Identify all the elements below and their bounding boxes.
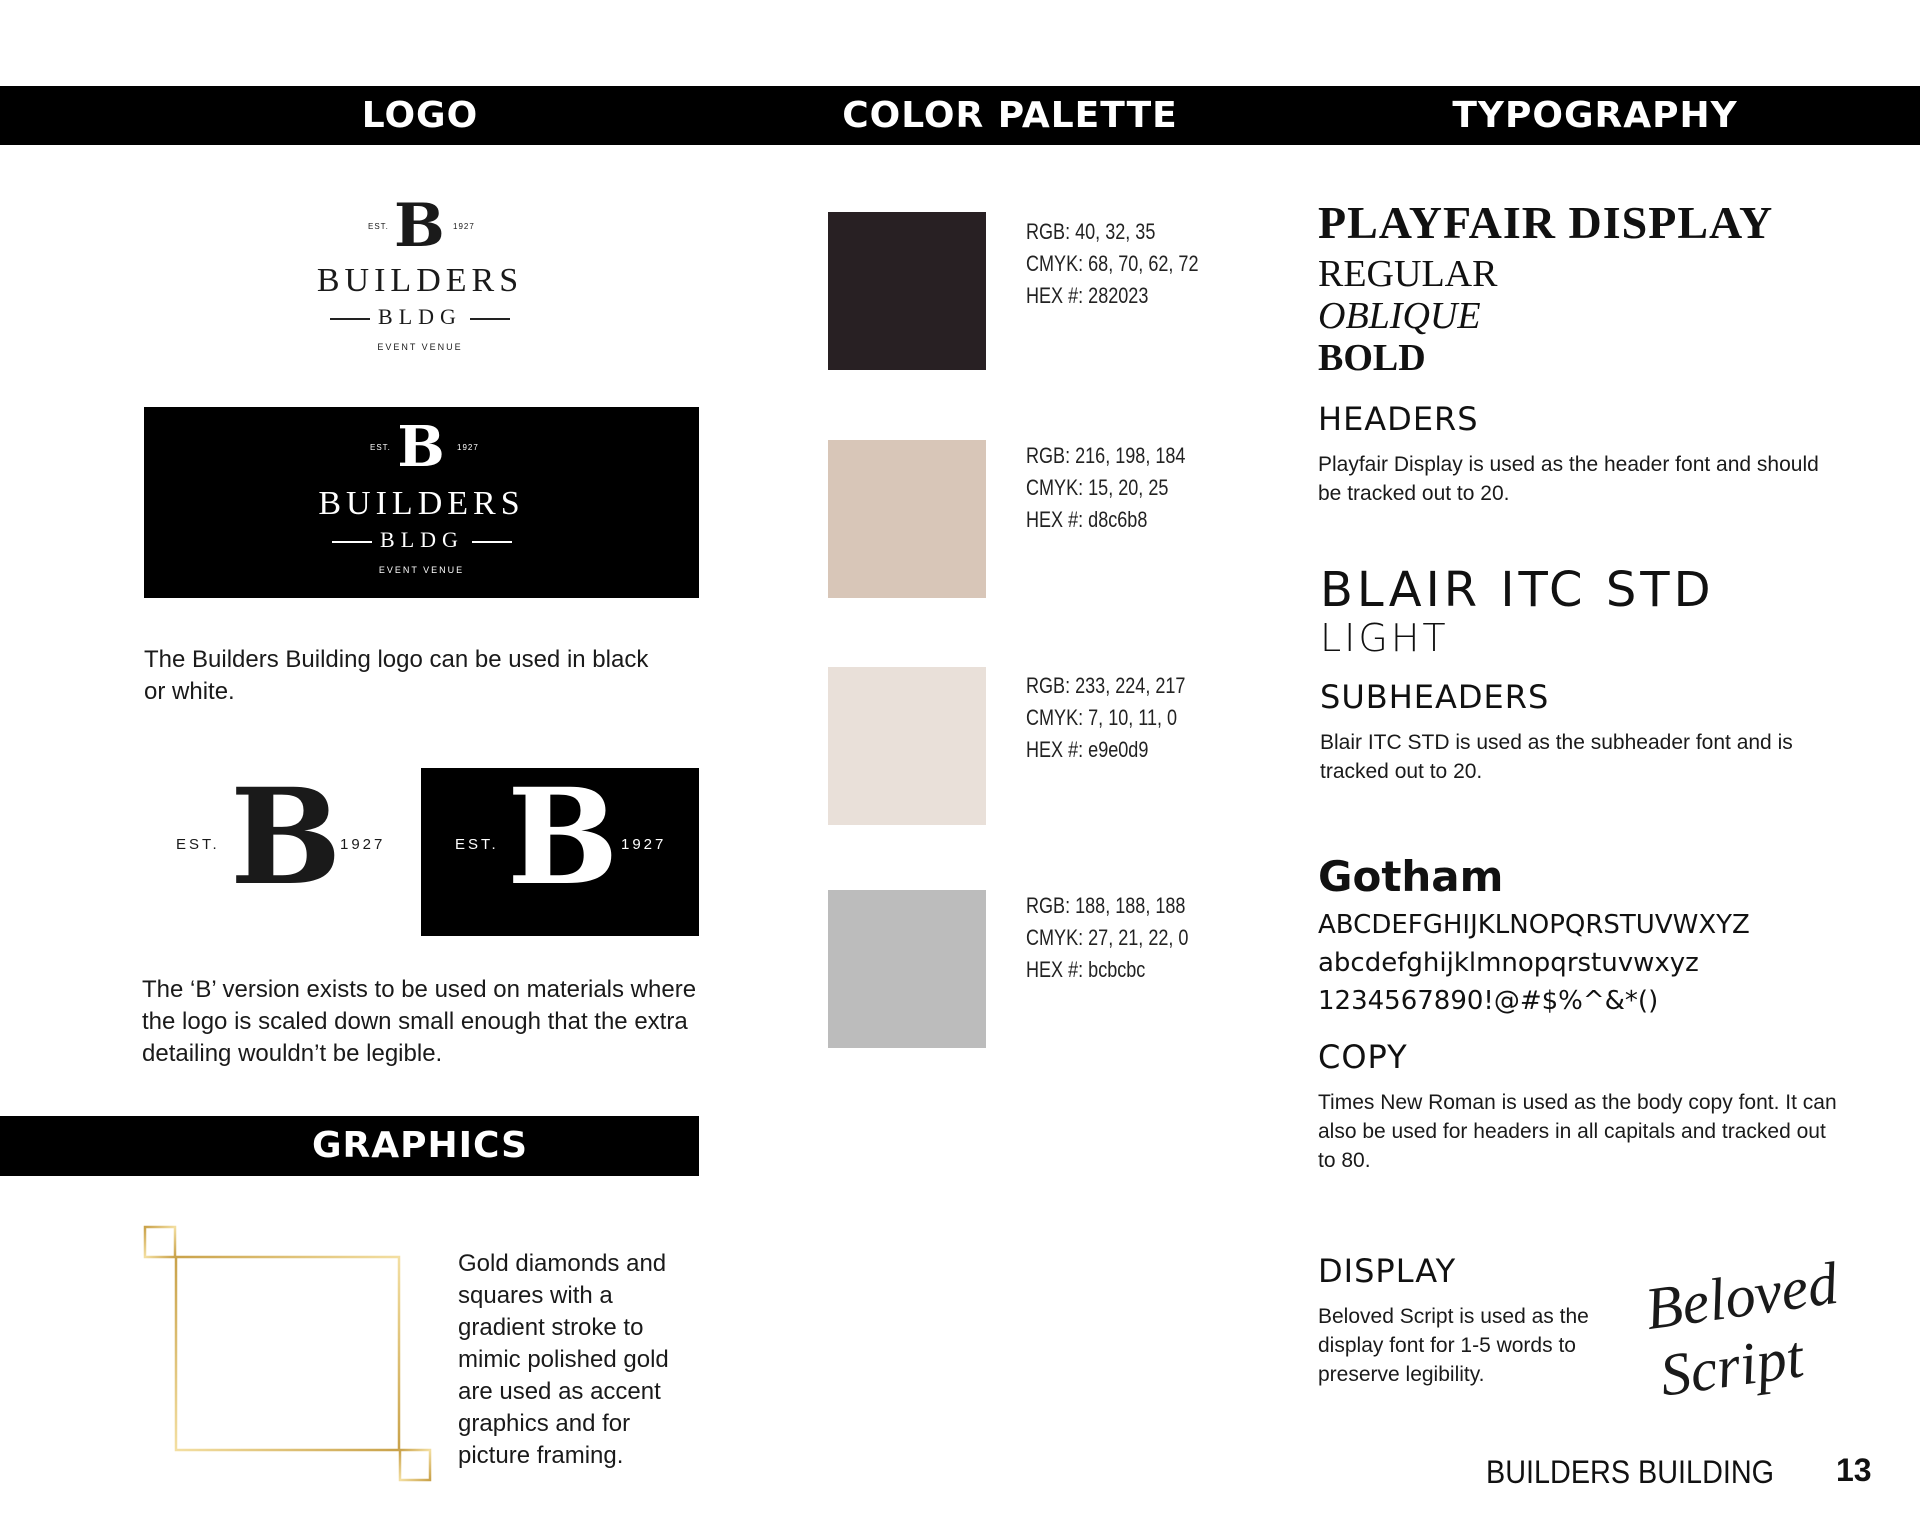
logo-usage-text: The Builders Building logo can be used in black or white. — [144, 646, 649, 705]
logo-sub: BLDG — [380, 527, 464, 552]
logo-tagline: EVENT VENUE — [377, 342, 463, 352]
gotham-title: Gotham — [1318, 852, 1504, 901]
display-desc: Beloved Script is used as the display font for 1-5 words to preserve legibility. — [1318, 1305, 1589, 1386]
swatch-3-hex: HEX #: e9e0d9 — [1026, 737, 1149, 762]
display-sample-line1: Beloved — [1641, 1249, 1842, 1343]
logo-year: 1927 — [453, 222, 475, 231]
b-mark-monogram: B — [507, 760, 619, 915]
b-mark-monogram: B — [230, 760, 342, 915]
swatch-4-rgb: RGB: 188, 188, 188 — [1026, 893, 1186, 918]
swatch-2-spec — [1026, 440, 1185, 536]
logo-name: BUILDERS — [316, 262, 524, 299]
logo-year: 1927 — [457, 443, 479, 452]
gold-frame-rect — [176, 1257, 399, 1450]
copy-label: COPY — [1318, 1038, 1408, 1076]
gotham-lower: abcdefghijklmnopqrstuvwxyz — [1318, 948, 1699, 978]
display-label: DISPLAY — [1318, 1252, 1457, 1290]
swatch-3 — [828, 667, 986, 825]
logo-name: BUILDERS — [318, 485, 525, 522]
logo-est: EST. — [368, 222, 389, 231]
graphics-text: Gold diamonds and squares with a gradient stroke to mimic polished gold are used as accent graphics and for picture framing. — [458, 1250, 669, 1469]
swatch-2 — [828, 440, 986, 598]
b-mark-black — [421, 760, 699, 936]
swatch-2-hex: HEX #: d8c6b8 — [1026, 507, 1148, 532]
copy-desc: Times New Roman is used as the body copy font. It can also be used for headers in all capitals and tracked out to 80. — [1318, 1091, 1837, 1172]
gold-square-top-left — [145, 1227, 175, 1257]
footer-title: BUILDERS BUILDING — [1485, 1454, 1774, 1490]
b-mark-year: 1927 — [340, 836, 386, 853]
swatch-1-spec — [1026, 216, 1198, 312]
swatch-1-hex: HEX #: 282023 — [1026, 283, 1149, 308]
gold-frame-graphic — [140, 1222, 435, 1484]
b-mark-est: EST. — [176, 836, 220, 853]
swatch-2-cmyk: CMYK: 15, 20, 25 — [1026, 475, 1169, 500]
logo-rule-left — [332, 541, 372, 543]
gold-square-bottom-right — [400, 1450, 430, 1480]
b-version-text: The ‘B’ version exists to be used on materials where the logo is scaled down small enough that the extra detailing wouldn’t be legible. — [142, 976, 697, 1067]
swatch-3-cmyk: CMYK: 7, 10, 11, 0 — [1026, 705, 1178, 730]
subheaders-desc: Blair ITC STD is used as the subheader font and is tracked out to 20. — [1320, 731, 1793, 783]
display-sample-line2: Script — [1656, 1323, 1808, 1409]
swatch-3-spec — [1026, 670, 1185, 766]
swatch-4-hex: HEX #: bcbcbc — [1026, 957, 1146, 982]
swatch-1-cmyk: CMYK: 68, 70, 62, 72 — [1026, 251, 1199, 276]
playfair-regular: REGULAR — [1318, 253, 1498, 295]
color-palette-header: COLOR PALETTE — [842, 95, 1178, 136]
swatch-1-rgb: RGB: 40, 32, 35 — [1026, 219, 1156, 244]
b-mark-est: EST. — [455, 836, 499, 853]
swatch-2-rgb: RGB: 216, 198, 184 — [1026, 443, 1186, 468]
blair-weight: LIGHT — [1320, 616, 1449, 660]
logo-rule-right — [470, 318, 510, 320]
playfair-bold: BOLD — [1318, 337, 1426, 379]
headers-label: HEADERS — [1318, 400, 1479, 438]
graphics-header: GRAPHICS — [311, 1125, 529, 1166]
swatch-1 — [828, 212, 986, 370]
swatch-4-cmyk: CMYK: 27, 21, 22, 0 — [1026, 925, 1189, 950]
typography-header: TYPOGRAPHY — [1452, 95, 1738, 136]
playfair-oblique: OBLIQUE — [1318, 295, 1481, 337]
logo-rule-right — [472, 541, 512, 543]
gotham-digits: 1234567890!@#$%^&*() — [1318, 986, 1659, 1016]
logo-sub: BLDG — [378, 304, 462, 329]
swatch-4-spec — [1026, 890, 1188, 986]
gotham-upper: ABCDEFGHIJKLNOPQRSTUVWXYZ — [1318, 910, 1750, 940]
blair-title: BLAIR ITC STD — [1320, 562, 1715, 618]
playfair-title: PLAYFAIR DISPLAY — [1318, 197, 1774, 248]
swatch-4 — [828, 890, 986, 1048]
logo-monogram: B — [394, 191, 445, 261]
logo-white — [300, 191, 540, 356]
page-number: 13 — [1836, 1452, 1872, 1488]
swatch-3-rgb: RGB: 233, 224, 217 — [1026, 673, 1186, 698]
logo-est: EST. — [370, 443, 391, 452]
logo-tagline: EVENT VENUE — [378, 565, 465, 575]
logo-monogram: B — [397, 414, 445, 480]
footer-title-wrap — [1454, 1454, 1774, 1491]
logo-rule-left — [330, 318, 370, 320]
b-mark-white — [144, 760, 420, 936]
logo-header: LOGO — [361, 95, 479, 136]
logo-black-panel — [144, 407, 699, 598]
headers-desc: Playfair Display is used as the header font and should be tracked out to 20. — [1318, 453, 1819, 505]
b-mark-year: 1927 — [621, 836, 667, 853]
subheaders-label: SUBHEADERS — [1320, 678, 1550, 716]
